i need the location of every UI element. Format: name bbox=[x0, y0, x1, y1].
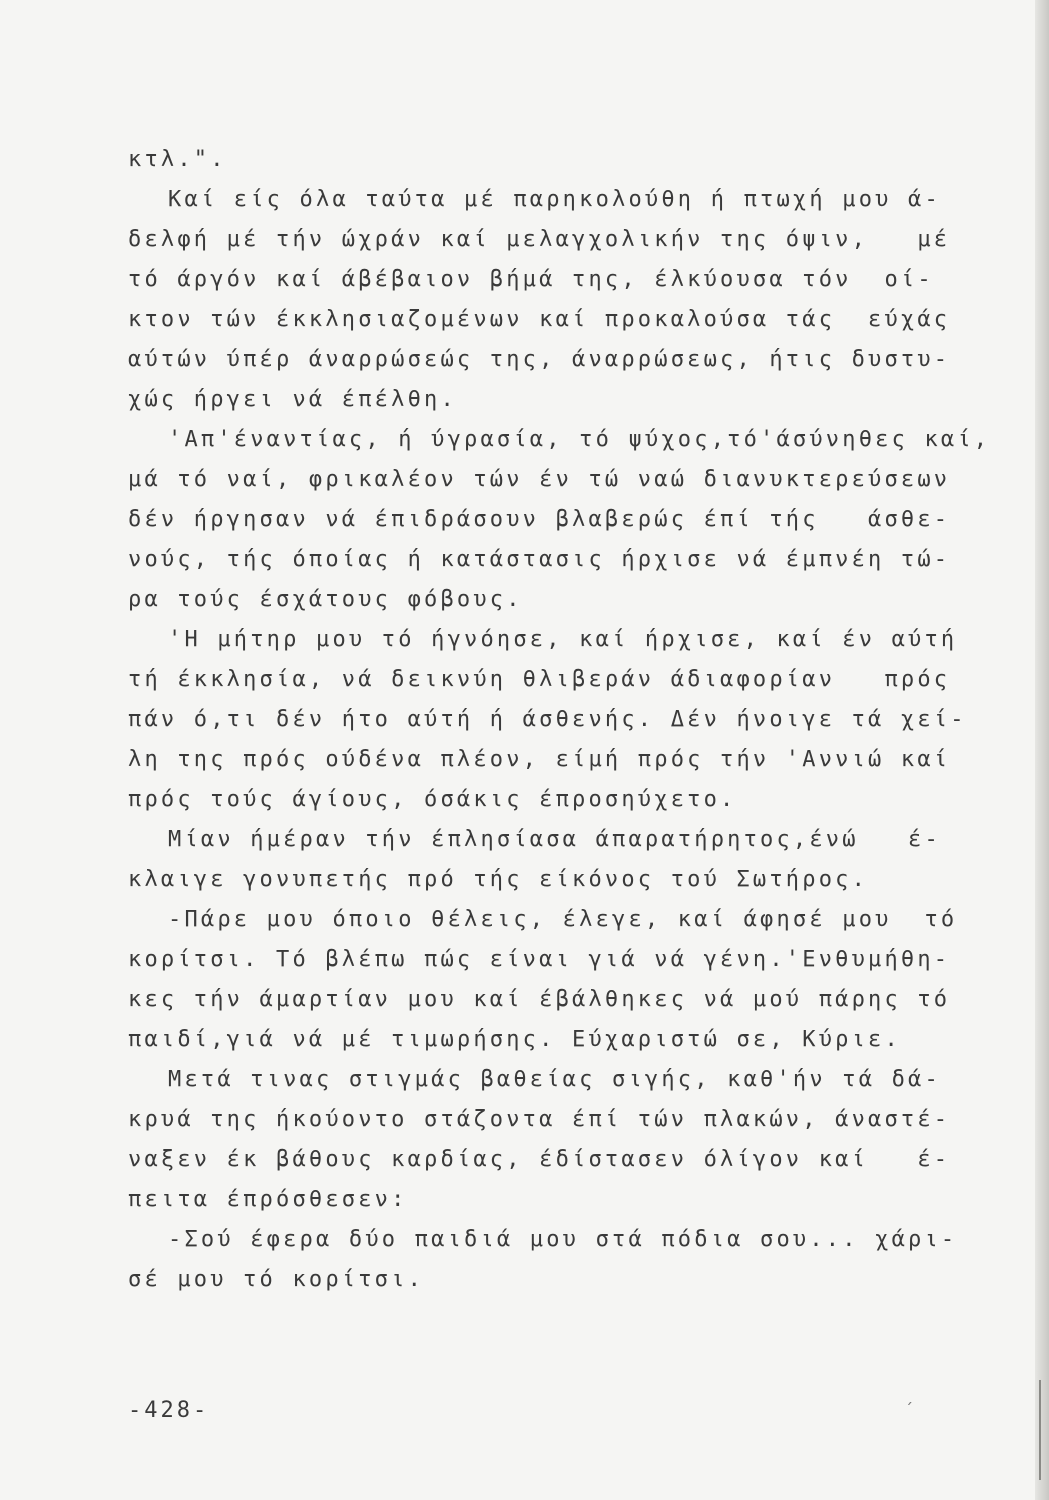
page-edge-line bbox=[1039, 1380, 1041, 1480]
text-line: μά τό ναί, φρικαλέον τών έν τώ ναώ διανυκτερεύσεων bbox=[128, 467, 951, 492]
body-text bbox=[128, 140, 1008, 1300]
text-line: πειτα έπρόσθεσεν: bbox=[128, 1187, 408, 1212]
text-line: κες τήν άμαρτίαν μου καί έβάλθηκες νά μού πάρης τό bbox=[128, 987, 951, 1012]
text-line: -Σού έφερα δύο παιδιά μου στά πόδια σου... χάρι- bbox=[168, 1227, 958, 1252]
text-line: πάν ό,τι δέν ήτο αύτή ή άσθενής. Δέν ήνοιγε τά χεί- bbox=[128, 707, 967, 732]
text-line: πρός τούς άγίους, όσάκις έπροσηύχετο. bbox=[128, 787, 737, 812]
text-line: 'Απ'έναντίας, ή ύγρασία, τό ψύχος,τό'άσύνηθες καί, bbox=[168, 427, 991, 452]
stray-mark: ˊ bbox=[905, 1400, 913, 1419]
text-line: κτον τών έκκλησιαζομένων καί προκαλούσα τάς εύχάς bbox=[128, 307, 951, 332]
text-line: νούς, τής όποίας ή κατάστασις ήρχισε νά έμπνέη τώ- bbox=[128, 547, 951, 572]
text-line: δελφή μέ τήν ώχράν καί μελαγχολικήν της όψιν, μέ bbox=[128, 227, 951, 252]
text-line: -Πάρε μου όποιο θέλεις, έλεγε, καί άφησέ μου τό bbox=[168, 907, 958, 932]
text-line: Μίαν ήμέραν τήν έπλησίασα άπαρατήρητος,ένώ έ- bbox=[168, 827, 941, 852]
text-line: ρα τούς έσχάτους φόβους. bbox=[128, 587, 523, 612]
text-line: κτλ.". bbox=[128, 147, 227, 172]
text-line: κρυά της ήκούοντο στάζοντα έπί τών πλακών, άναστέ- bbox=[128, 1107, 951, 1132]
text-line: 'Η μήτηρ μου τό ήγνόησε, καί ήρχισε, καί έν αύτή bbox=[168, 627, 958, 652]
text-line: τή έκκλησία, νά δεικνύη θλιβεράν άδιαφορίαν πρός bbox=[128, 667, 951, 692]
text-line: ναξεν έκ βάθους καρδίας, έδίστασεν όλίγον καί έ- bbox=[128, 1147, 951, 1172]
text-line: λη της πρός ούδένα πλέον, είμή πρός τήν 'Αννιώ καί bbox=[128, 747, 951, 772]
page-edge-shadow bbox=[1035, 0, 1049, 1500]
text-line: Μετά τινας στιγμάς βαθείας σιγής, καθ'ήν τά δά- bbox=[168, 1067, 941, 1092]
text-line: κλαιγε γονυπετής πρό τής είκόνος τού Σωτήρος. bbox=[128, 867, 869, 892]
text-line: Καί είς όλα ταύτα μέ παρηκολούθη ή πτωχή μου ά- bbox=[168, 187, 941, 212]
text-line: σέ μου τό κορίτσι. bbox=[128, 1267, 425, 1292]
page-number: -428- bbox=[128, 1398, 210, 1423]
text-line: δέν ήργησαν νά έπιδράσουν βλαβερώς έπί τής άσθε- bbox=[128, 507, 951, 532]
text-line: αύτών ύπέρ άναρρώσεώς της, άναρρώσεως, ήτις δυστυ- bbox=[128, 347, 951, 372]
text-line: χώς ήργει νά έπέλθη. bbox=[128, 387, 457, 412]
text-line: κορίτσι. Τό βλέπω πώς είναι γιά νά γένη.'Ενθυμήθη- bbox=[128, 947, 951, 972]
text-line: τό άργόν καί άβέβαιον βήμά της, έλκύουσα τόν οί- bbox=[128, 267, 934, 292]
text-line: παιδί,γιά νά μέ τιμωρήσης. Εύχαριστώ σε, Κύριε. bbox=[128, 1027, 901, 1052]
